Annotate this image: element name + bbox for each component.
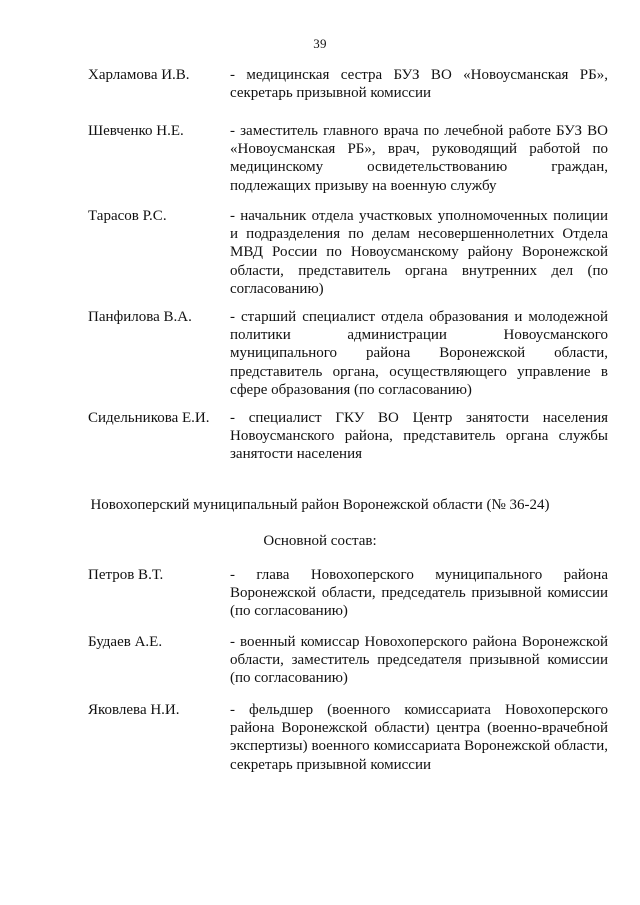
member-name: Яковлева Н.И.	[88, 702, 180, 718]
page-number: 39	[313, 36, 327, 51]
section-title: Новохоперский муниципальный район Воронежской области (№ 36-24)	[90, 497, 550, 513]
member-description: - глава Новохоперского муниципального района Воронежской области, председатель призывной комиссии (по согласованию)	[230, 567, 608, 620]
member-description: - заместитель главного врача по лечебной работе БУЗ ВО «Новоусманская РБ», врач, руководящий работой по медицинскому освидетельствованию граждан, подлежащих призыву на военную службу	[230, 123, 608, 194]
member-name: Тарасов Р.С.	[88, 208, 167, 224]
member-name: Петров В.Т.	[88, 567, 164, 583]
member-name: Будаев А.Е.	[88, 634, 163, 650]
member-name: Сидельникова Е.И.	[88, 410, 210, 426]
member-description: - фельдшер (военного комиссариата Новохоперского района Воронежской области) центра (военно-врачебной экспертизы) военного комиссариата Воронежской области, секретарь призывной комиссии	[230, 702, 608, 773]
member-description: - военный комиссар Новохоперского района Воронежской области, заместитель председателя призывной комиссии (по согласованию)	[230, 634, 608, 687]
member-description: - специалист ГКУ ВО Центр занятости населения Новоусманского района, представитель органа службы занятости населения	[230, 410, 608, 463]
subsection-title: Основной состав:	[263, 533, 377, 549]
member-description: - начальник отдела участковых уполномоченных полиции и подразделения по делам несовершеннолетних Отдела МВД России по Новоусманскому району Воронежской области, представитель органа внутренних дел (по согласованию)	[230, 208, 608, 297]
member-name: Харламова И.В.	[88, 67, 190, 83]
member-name: Панфилова В.А.	[88, 309, 192, 325]
member-description: - старший специалист отдела образования и молодежной политики администрации Новоусманского муниципального района Воронежской области, представитель органа, осуществляющего управление в сфере образования (по согласованию)	[230, 309, 608, 398]
member-name: Шевченко Н.Е.	[88, 123, 184, 139]
member-description: - медицинская сестра БУЗ ВО «Новоусманская РБ», секретарь призывной комиссии	[230, 67, 608, 102]
